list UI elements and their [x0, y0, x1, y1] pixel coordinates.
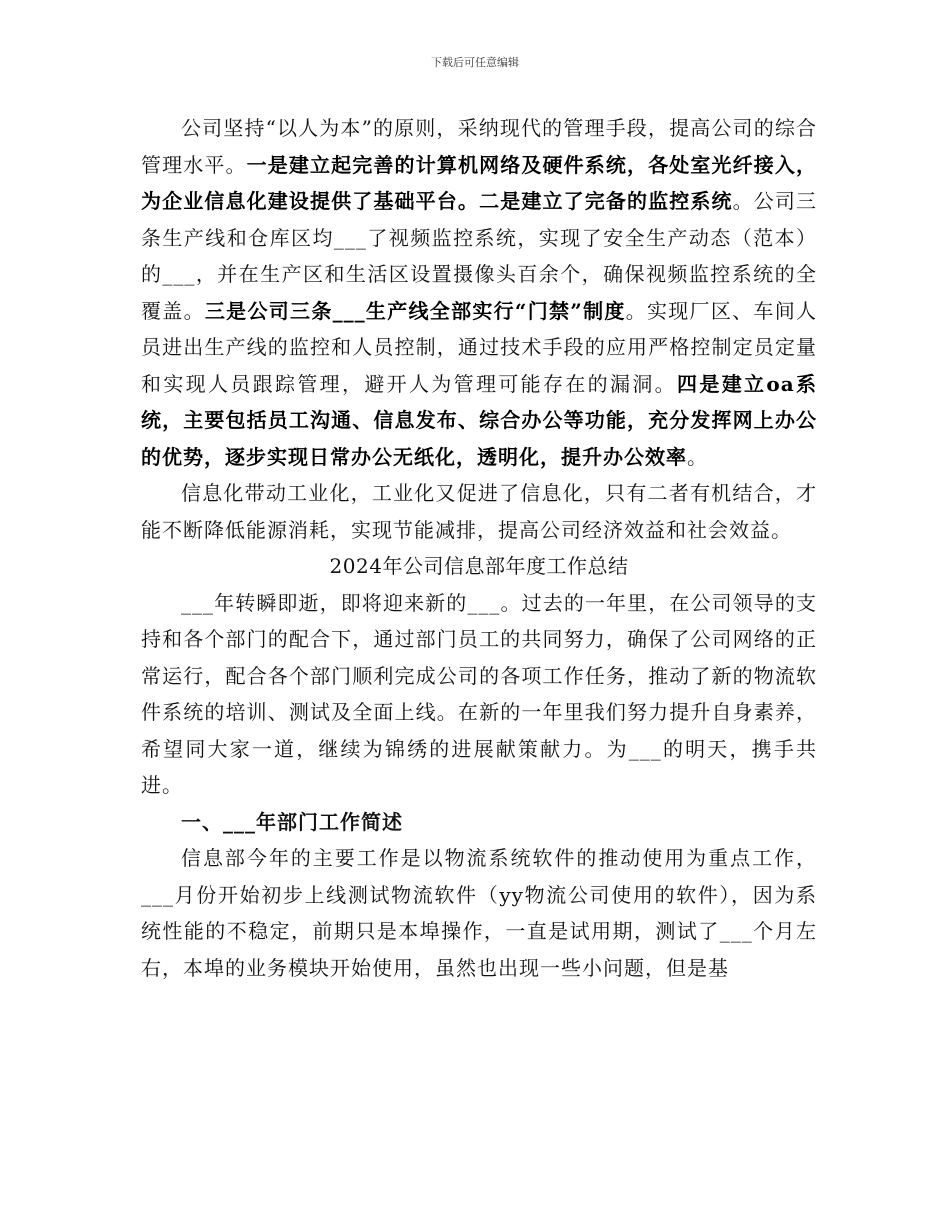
p1-text-2: 。公司三条生产线和仓库区均___了视频监控系统，实现了安全生产动态（范本）的___，并在生产区和生活区设置摄像头百余个，确保视频监控系统的全覆盖。 — [141, 189, 818, 323]
paragraph-2: 信息化带动工业化，工业化又促进了信息化，只有二者有机结合，才能不断降低能源消耗，实现节能减排，提高公司经济效益和社会效益。 — [141, 481, 817, 542]
p1-bold-2: 三是公司三条___生产线全部实行“门禁”制度 — [204, 298, 626, 323]
paragraph-1 — [141, 110, 817, 475]
p1-bold-1: 一是建立起完善的计算机网络及硬件系统，各处室光纤接入，为企业信息化建设提供了基础平台。二是建立了完备的监控系统 — [141, 152, 818, 213]
paragraph-3: ___年转瞬即逝，即将迎来新的___。过去的一年里，在公司领导的支持和各个部门的配合下，通过部门员工的共同努力，确保了公司网络的正常运行，配合各个部门顺利完成公司的各项工作任务，推动了新的物流软件系统的培训、测试及全面上线。在新的一年里我们努力提升自身素养，希望同大家一道，继续为锦绣的进展献策献力。为___的明天，携手共进。 — [141, 590, 817, 797]
document-body — [141, 110, 817, 986]
section-heading-1: 一、___年部门工作简述 — [181, 809, 403, 834]
p1-bold-3: 四是建立oa系统，主要包括员工沟通、信息发布、综合办公等功能，充分发挥网上办公的优势，逐步实现日常办公无纸化，透明化，提升办公效率 — [141, 371, 818, 469]
paragraph-4: 信息部今年的主要工作是以物流系统软件的推动使用为重点工作，___月份开始初步上线测试物流软件（yy物流公司使用的软件），因为系统性能的不稳定，前期只是本埠操作，一直是试用期，测试了___个月左右，本埠的业务模块开始使用，虽然也出现一些小问题，但是基 — [141, 846, 817, 980]
header-note: 下载后可任意编辑 — [431, 56, 519, 69]
p1-text-4: 。 — [687, 444, 708, 469]
p1-text-3: 。实现厂区、车间人员进出生产线的监控和人员控制，通过技术手段的应用严格控制定员定量和实现人员跟踪管理，避开人为管理可能存在的漏洞。 — [141, 298, 818, 396]
p1-text-1: 公司坚持“以人为本”的原则，采纳现代的管理手段，提高公司的综合管理水平。 — [141, 116, 817, 177]
section-title: 2024年公司信息部年度工作总结 — [329, 554, 629, 578]
